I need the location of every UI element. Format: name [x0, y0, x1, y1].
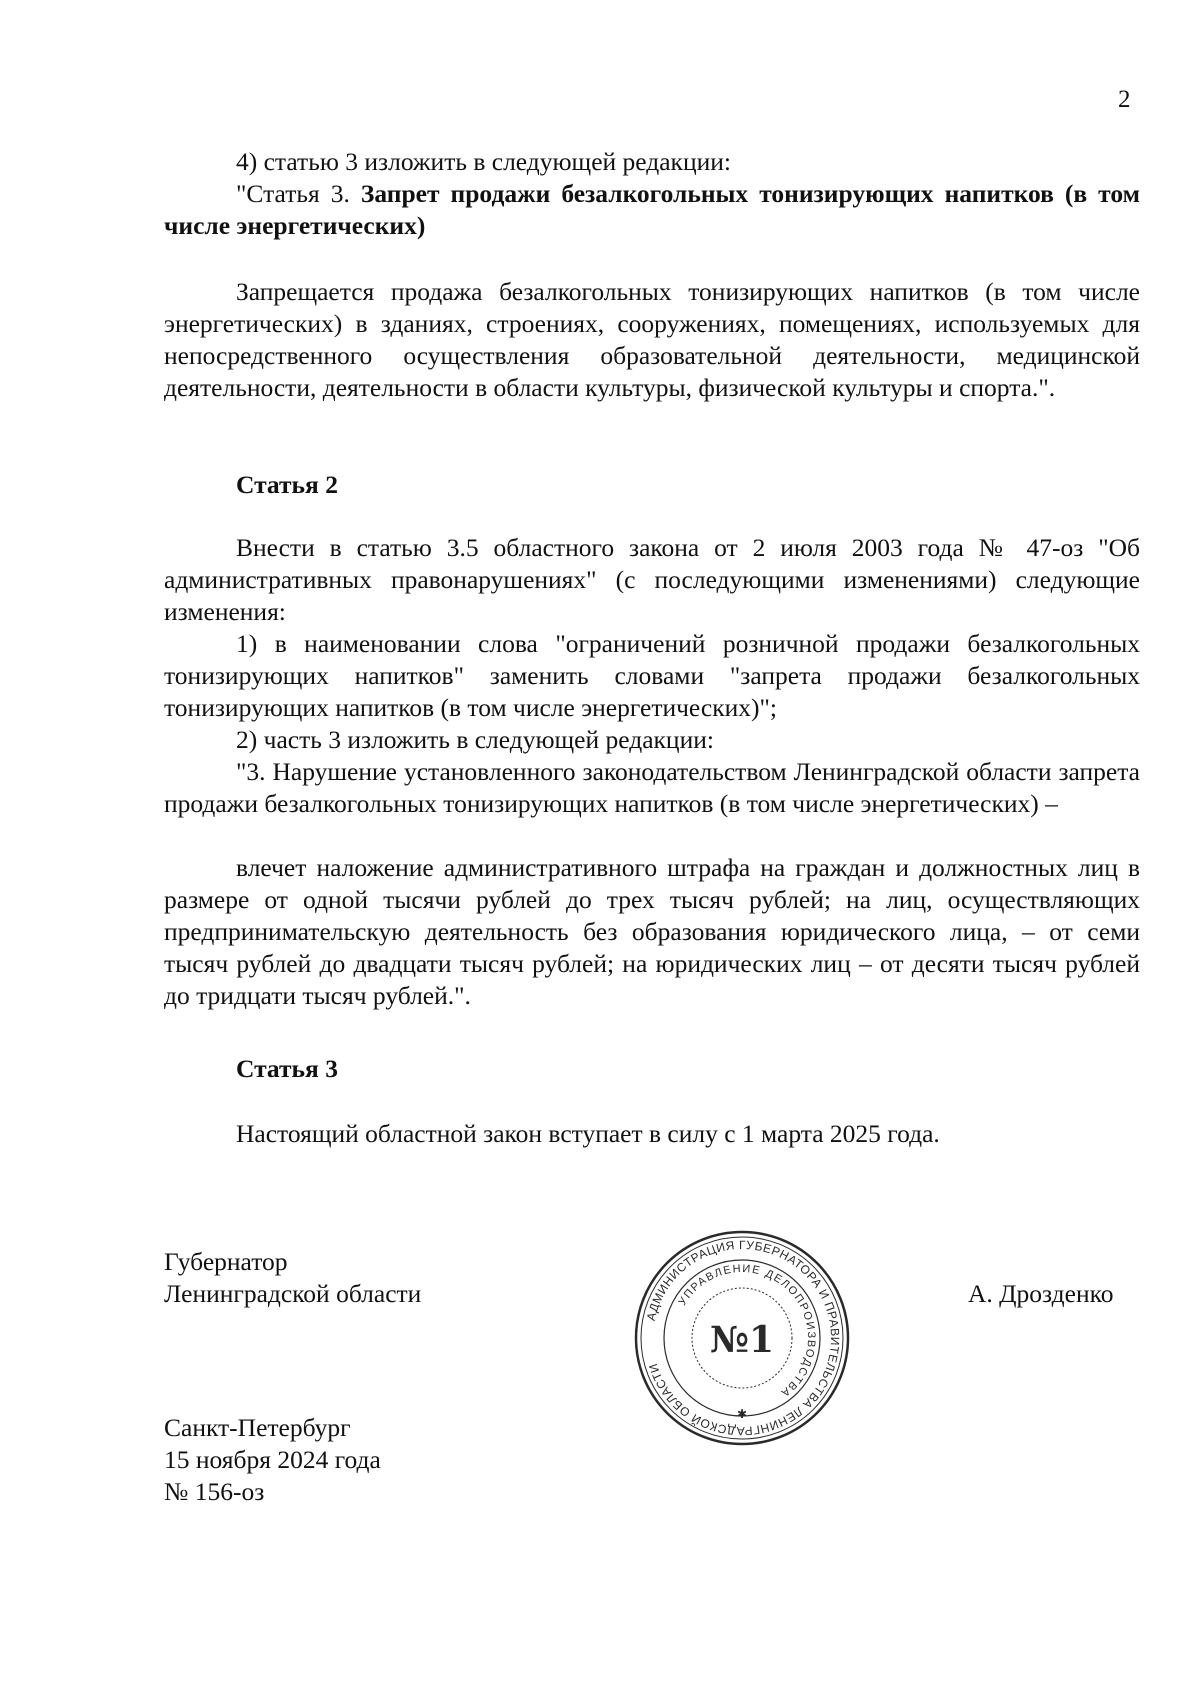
law-number: № 156-оз: [164, 1477, 265, 1506]
seal-graphic: [632, 1228, 852, 1448]
article2-paragraph-4: "3. Нарушение установленного законодательством Ленинградской области запрета продажи безалкогольных тонизирующих напитков (в том числе энергетических) –: [164, 757, 1140, 818]
signing-date: 15 ноября 2024 года: [164, 1445, 381, 1474]
seal-inner-text: УПРАВЛЕНИЕ ДЕЛОПРОИЗВОДСТВА: [676, 1262, 818, 1400]
article2-heading: Статья 2: [236, 470, 338, 499]
governor-title: [164, 1246, 421, 1310]
article3-new-body: Запрещается продажа безалкогольных тонизирующих напитков (в том числе энергетических) в зданиях, строениях, сооружениях, помещениях, используемых для непосредственного осуществления образовательной деятельности, медицинской деятельности, деятельности в области культуры, физической культуры и спорта.".: [164, 277, 1140, 402]
signing-place: Санкт-Петербург: [164, 1413, 351, 1442]
page-number: 2: [1118, 86, 1131, 113]
governor-title-line-1: Губернатор: [164, 1247, 288, 1276]
governor-title-line-2: Ленинградской области: [164, 1279, 422, 1308]
article2-paragraph-3: 2) часть 3 изложить в следующей редакции:: [236, 725, 714, 754]
item4-intro: 4) статью 3 изложить в следующей редакции:: [236, 147, 731, 176]
article3-paragraph-1: Настоящий областной закон вступает в силу с 1 марта 2025 года.: [236, 1119, 940, 1148]
article3-heading: Статья 3: [236, 1054, 338, 1083]
seal-star-icon: ✱: [736, 1407, 748, 1421]
article3-title-bold: Запрет продажи безалкогольных тонизирующих напитков (в том числе энергетических): [164, 179, 1141, 240]
signing-block: [164, 1412, 381, 1508]
article2-paragraph-1: Внести в статью 3.5 областного закона от 2 июля 2003 года № 47-оз "Об административных правонарушениях" (с последующими изменениями) следующие изменения:: [164, 533, 1140, 626]
article2-paragraph-2: 1) в наименовании слова "ограничений розничной продажи безалкогольных тонизирующих напитков" заменить словами "запрета продажи безалкогольных тонизирующих напитков (в том числе энергетических)";: [164, 629, 1140, 722]
seal-outer-text: АДМИНИСТРАЦИЯ ГУБЕРНАТОРА И ПРАВИТЕЛЬСТВА ЛЕНИНГРАДСКОЙ ОБЛАСТИ: [643, 1237, 843, 1439]
article3-new-title: [164, 178, 1140, 242]
official-seal: [632, 1228, 852, 1448]
seal-center-number: №1: [709, 1319, 775, 1361]
article2-paragraph-5: влечет наложение административного штрафа на граждан и должностных лиц в размере от одной тысячи рублей до трех тысяч рублей; на лиц, осуществляющих предпринимательскую деятельность без образования юридического лица, – от семи тысяч рублей до двадцати тысяч рублей; на юридических лиц – от десяти тысяч рублей до тридцати тысяч рублей.".: [164, 853, 1140, 1010]
article3-title-prefix: "Статья 3.: [236, 179, 350, 208]
governor-name: А. Дрозденко: [968, 1279, 1114, 1308]
